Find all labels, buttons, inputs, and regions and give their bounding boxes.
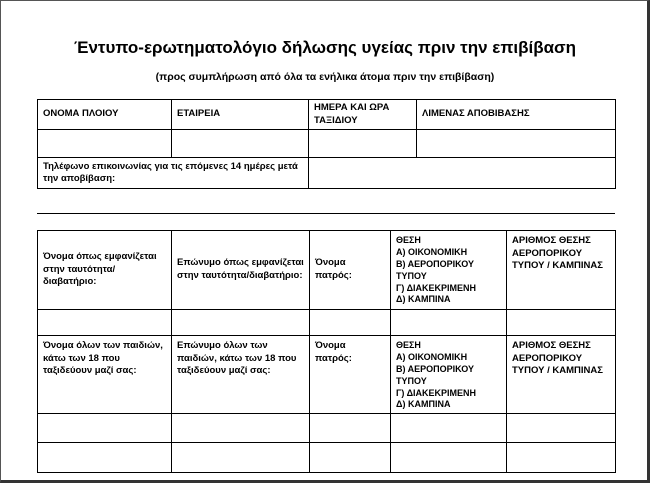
header-company: ΕΤΑΙΡΕΙΑ	[172, 100, 309, 130]
adult-seat-number-label: ΑΡΙΘΜΟΣ ΘΕΣΗΣ ΑΕΡΟΠΟΡΙΚΟΥ ΤΥΠΟΥ / ΚΑΜΠΙΝΑΣ	[507, 231, 616, 310]
adult-first-name-label: Όνομα όπως εμφανίζεται στην ταυτότητα/ διαβατήριο:	[38, 231, 172, 310]
child-first-name-field[interactable]	[38, 414, 172, 443]
seat-title: ΘΕΣΗ	[396, 235, 421, 245]
section-divider	[37, 213, 615, 214]
children-father-name-label: Όνομα πατρός:	[310, 336, 391, 414]
seat-option-economy: Α) ΟΙΚΟΝΟΜΙΚΗ	[396, 351, 468, 362]
adult-seat-class	[391, 231, 507, 310]
seat-option-economy: Α) ΟΙΚΟΝΟΜΙΚΗ	[396, 246, 468, 257]
phone-field[interactable]	[309, 158, 616, 189]
form-title: Έντυπο-ερωτηματολόγιο δήλωσης υγείας πριν την επιβίβαση	[73, 38, 577, 57]
header-travel-datetime: ΗΜΕΡΑ ΚΑΙ ΩΡΑ ΤΑΞΙΔΙΟΥ	[309, 100, 417, 130]
adult-father-name-field[interactable]	[310, 310, 391, 336]
children-last-name-label: Επώνυμο όλων των παιδιών, κάτω των 18 που ταξιδεύουν μαζί σας:	[172, 336, 310, 414]
disembark-port-field[interactable]	[417, 130, 616, 158]
adult-last-name-label: Επώνυμο όπως εμφανίζεται στην ταυτότητα/διαβατήριο:	[172, 231, 310, 310]
adult-father-name-label: Όνομα πατρός:	[310, 231, 391, 310]
adult-seat-number-field[interactable]	[507, 310, 616, 336]
child-input-row-1	[38, 414, 616, 443]
child-input-row-2	[38, 443, 616, 473]
seat-option-business: Γ) ΔΙΑΚΕΚΡΙΜΕΝΗ	[396, 282, 477, 293]
adult-row	[38, 231, 616, 310]
phone-row	[38, 158, 616, 189]
header-disembark-port: ΛΙΜΕΝΑΣ ΑΠΟΒΙΒΑΣΗΣ	[417, 100, 616, 130]
seat-option-cabin: Δ) ΚΑΜΠΙΝΑ	[396, 399, 451, 410]
adult-first-name-field[interactable]	[38, 310, 172, 336]
child-last-name-field[interactable]	[172, 414, 310, 443]
child-seat-number-field[interactable]	[507, 443, 616, 473]
seat-option-cabin: Δ) ΚΑΜΠΙΝΑ	[396, 294, 451, 305]
seat-option-airline-type: Β) ΑΕΡΟΠΟΡΙΚΟΥ ΤΥΠΟΥ	[396, 258, 475, 281]
travel-datetime-field[interactable]	[309, 130, 417, 158]
child-seat-class-field[interactable]	[391, 414, 507, 443]
children-seat-class	[391, 336, 507, 414]
child-seat-number-field[interactable]	[507, 414, 616, 443]
seat-title: ΘΕΣΗ	[396, 340, 421, 350]
company-field[interactable]	[172, 130, 309, 158]
phone-label: Τηλέφωνο επικοινωνίας για τις επόμενες 14 ημέρες μετά την αποβίβαση:	[38, 158, 309, 189]
adult-seat-class-field[interactable]	[391, 310, 507, 336]
child-last-name-field[interactable]	[172, 443, 310, 473]
ship-name-field[interactable]	[38, 130, 172, 158]
adult-input-row	[38, 310, 616, 336]
travel-input-row	[38, 130, 616, 158]
passenger-table	[37, 230, 616, 473]
travel-info-table	[37, 99, 616, 189]
travel-header-row	[38, 100, 616, 130]
children-row	[38, 336, 616, 414]
children-first-name-label: Όνομα όλων των παιδιών, κάτω των 18 που ταξιδεύουν μαζί σας:	[38, 336, 172, 414]
seat-option-business: Γ) ΔΙΑΚΕΚΡΙΜΕΝΗ	[396, 387, 477, 398]
header-ship-name: ΟΝΟΜΑ ΠΛΟΙΟΥ	[38, 100, 172, 130]
form-subtitle: (προς συμπλήρωση από όλα τα ενήλικα άτομα πριν την επιβίβαση)	[155, 71, 495, 83]
child-father-name-field[interactable]	[310, 414, 391, 443]
children-seat-number-label: ΑΡΙΘΜΟΣ ΘΕΣΗΣ ΑΕΡΟΠΟΡΙΚΟΥ ΤΥΠΟΥ / ΚΑΜΠΙΝΑΣ	[507, 336, 616, 414]
child-seat-class-field[interactable]	[391, 443, 507, 473]
child-father-name-field[interactable]	[310, 443, 391, 473]
adult-last-name-field[interactable]	[172, 310, 310, 336]
child-first-name-field[interactable]	[38, 443, 172, 473]
seat-option-airline-type: Β) ΑΕΡΟΠΟΡΙΚΟΥ ΤΥΠΟΥ	[396, 363, 475, 386]
